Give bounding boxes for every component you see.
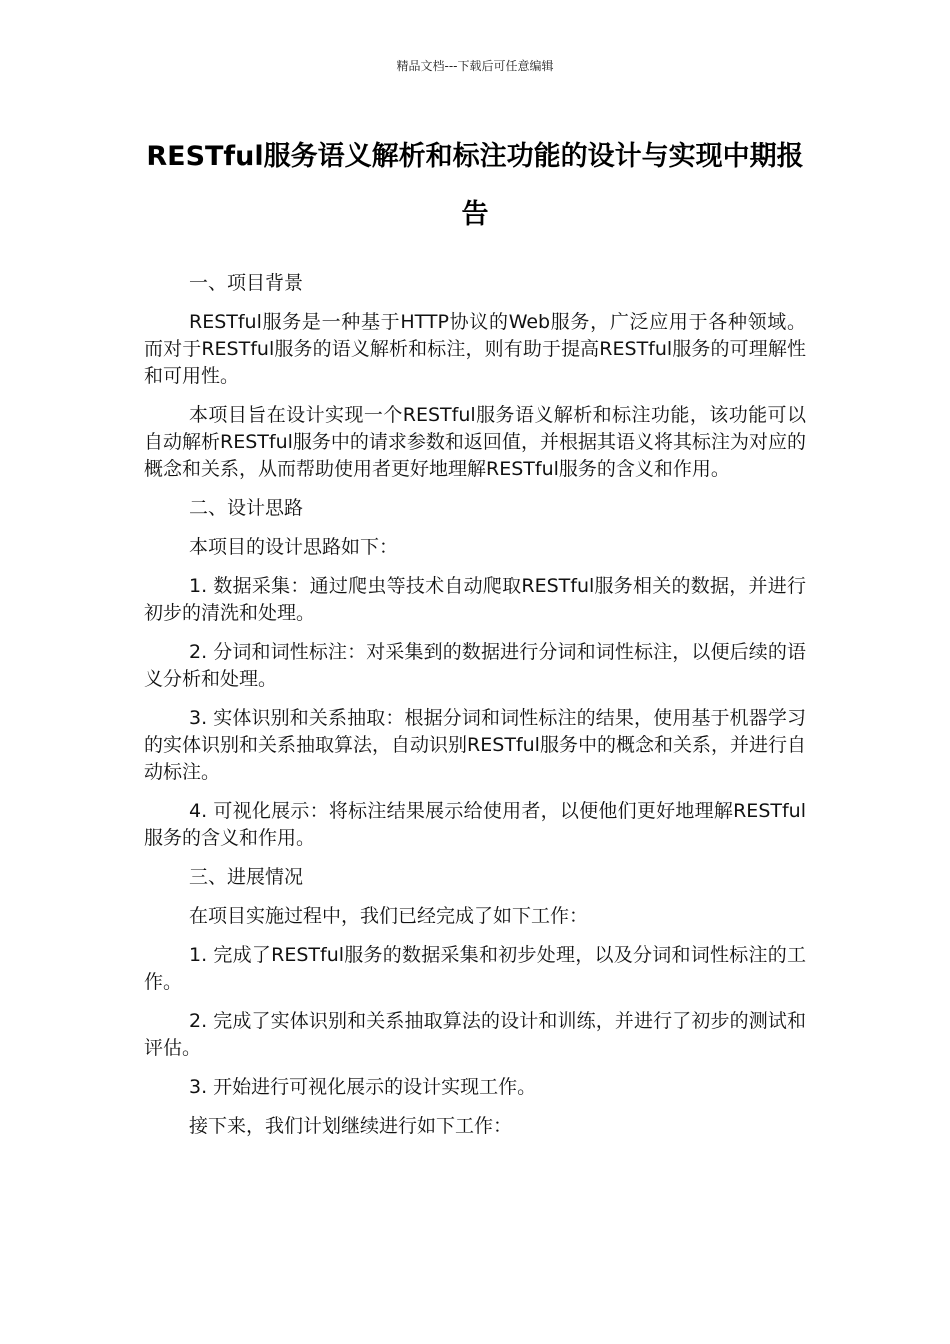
list-item-progress-3: 3. 开始进行可视化展示的设计实现工作。 [189,1076,537,1098]
list-item-design-4: 4. 可视化展示：将标注结果展示给使用者，以便他们更好地理解RESTful服务的含义和作用。 [144,800,806,849]
list-item-progress-1: 1. 完成了RESTful服务的数据采集和初步处理，以及分词和词性标注的工作。 [144,944,806,993]
paragraph-background-1: RESTful服务是一种基于HTTP协议的Web服务，广泛应用于各种领域。而对于RESTful服务的语义解析和标注，则有助于提高RESTful服务的可理解性和可用性。 [144,311,806,387]
paragraph-next-steps: 接下来，我们计划继续进行如下工作： [189,1115,513,1137]
section-heading-design: 二、设计思路 [189,497,304,519]
section-heading-progress: 三、进展情况 [189,866,304,888]
list-item-design-1: 1. 数据采集：通过爬虫等技术自动爬取RESTful服务相关的数据，并进行初步的清洗和处理。 [144,575,806,624]
paragraph-design-intro: 本项目的设计思路如下： [189,536,399,558]
list-item-progress-2: 2. 完成了实体识别和关系抽取算法的设计和训练，并进行了初步的测试和评估。 [144,1010,806,1059]
document-title: RESTful服务语义解析和标注功能的设计与实现中期报告 [146,141,804,230]
list-item-design-3: 3. 实体识别和关系抽取：根据分词和词性标注的结果，使用基于机器学习的实体识别和关系抽取算法，自动识别RESTful服务中的概念和关系，并进行自动标注。 [144,707,806,783]
paragraph-background-2: 本项目旨在设计实现一个RESTful服务语义解析和标注功能，该功能可以自动解析RESTful服务中的请求参数和返回值，并根据其语义将其标注为对应的概念和关系，从而帮助使用者更好地理解RESTful服务的含义和作用。 [144,404,806,480]
section-heading-background: 一、项目背景 [189,272,304,294]
document-body [144,270,806,1152]
paragraph-progress-intro: 在项目实施过程中，我们已经完成了如下工作： [189,905,589,927]
header-note: 精品文档---下载后可任意编辑 [396,59,554,73]
list-item-design-2: 2. 分词和词性标注：对采集到的数据进行分词和词性标注，以便后续的语义分析和处理。 [144,641,806,690]
